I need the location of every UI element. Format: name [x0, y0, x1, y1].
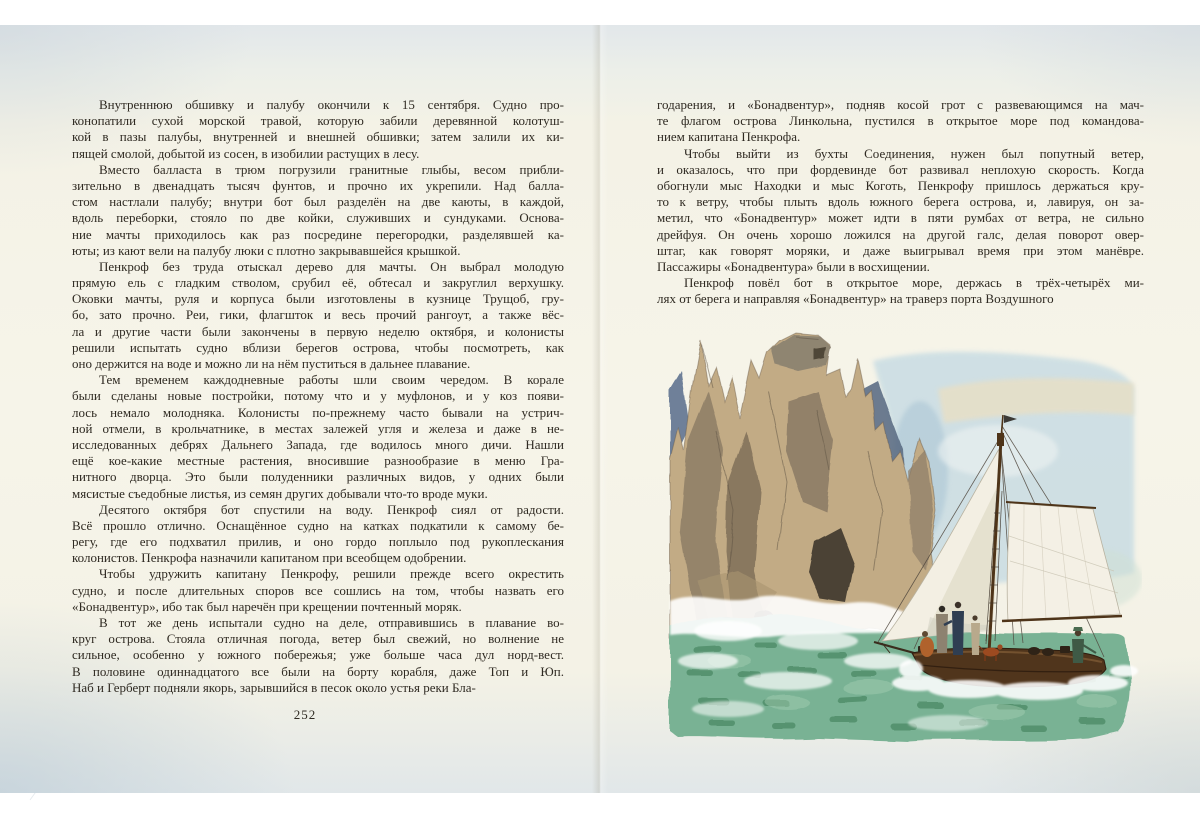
text-line: судно, и после длительных споров все сошлись на том, чтобы назвать его: [72, 582, 564, 598]
text-line: дрейфуя. Он очень хорошо ложился на другой галс, делая поворот овер-: [657, 226, 1144, 242]
text-line: вдоль переборки, стояло по две койки, служивших и сундуками. Основа-: [72, 210, 564, 226]
text-line: Чтобы удружить капитану Пенкрофу, решили прежде всего окрестить: [99, 566, 564, 582]
text-line: Наб и Герберт подняли якорь, зарывшийся в песок около устья реки Бла-: [72, 679, 476, 695]
text-line: и оказалось, что при фордевинде бот развивал неплохую скорость. Когда: [657, 161, 1144, 177]
page-gutter-shadow: [592, 25, 608, 793]
paragraph: [657, 146, 1144, 276]
text-line: Тем временем каждодневные работы шли своим чередом. В корале: [99, 372, 564, 388]
text-line: обогнули мыс Находки и мыс Коготь, Пенкрофу пришлось держаться кру-: [657, 177, 1144, 193]
text-line: ние мачты приходилось как раз посредине перегородки, разделявшей ка-: [72, 226, 564, 242]
text-line: лях от берега и направляя «Бонадвентур» на траверз порта Воздушного: [657, 291, 1054, 307]
text-line: штаг, как говорят моряки, и даже выигрывал время при этом манёвре.: [657, 242, 1144, 258]
text-line: «Бонадвентур», ибо так был наречён при крещении почтенный моряк.: [72, 598, 462, 614]
text-line: ещё кое-какие местные растения, вносившие разнообразие в меню Гра-: [72, 453, 564, 469]
paragraph: [657, 275, 1144, 307]
text-line: Пассажиры «Бонадвентура» были в восхищении.: [657, 258, 930, 274]
watercolor-illustration-boat-cliffs: [668, 331, 1142, 745]
text-line: бо, зато прочно. Реи, гики, флагшток и весь прочий рангоут, а также вёс-: [72, 307, 564, 323]
text-line: пящей смолой, добытой из сосен, в изобилии растущих в лесу.: [72, 145, 420, 161]
text-line: то к ветру, чтобы плыть вдоль южного берега острова, и, лавируя, он за-: [657, 194, 1144, 210]
book-spread: [0, 25, 1200, 793]
text-line: мясистые съедобные листья, из семян других добывали что-то вроде муки.: [72, 485, 488, 501]
text-line: Вместо балласта в трюм погрузили гранитные глыбы, весом прибли-: [99, 161, 564, 177]
text-line: ла и другие части были закончены в первую неделю октября, и колонисты: [72, 323, 564, 339]
text-line: Пенкроф без труда отыскал дерево для мачты. Он выбрал молодую: [99, 258, 564, 274]
text-line: В половине одиннадцатого все были на борту корабля, даже Топ и Юп.: [72, 663, 564, 679]
text-line: решили испытать судно вблизи берегов острова, чтобы посмотреть, как: [72, 339, 564, 355]
text-line: сильное, особенно у южного побережья; уже больше часа дул норд-вест.: [72, 647, 564, 663]
text-line: кой в пазы палубы, внутренней и внешней обшивки; затем залили их ки-: [72, 129, 564, 145]
text-line: годарения, и «Бонадвентур», подняв косой грот с развевающимся на мач-: [657, 97, 1144, 112]
text-line: зительно в двенадцать тысяч фунтов, и прочно их укрепили. Над балла-: [72, 177, 564, 193]
text-line: те флагом острова Линкольна, пустился в открытое море под командова-: [657, 113, 1144, 129]
text-line: оно держится на воде и можно ли на нём пуститься в дальнее плавание.: [72, 356, 471, 371]
paragraph: [72, 372, 564, 502]
text-line: В тот же день испытали судно на деле, отправившись в плавание во-: [99, 615, 564, 630]
left-page-text-column: [72, 97, 564, 696]
text-line: конопатили сухой морской травой, которую забили деревянной колотуш-: [72, 113, 564, 129]
text-line: круг острова. Стояла отличная погода, ветер был свежий, но волнение не: [72, 631, 564, 647]
text-line: нием капитана Пенкрофа.: [657, 129, 801, 145]
paragraph: [72, 259, 564, 372]
text-line: метил, что «Бонадвентур» может идти в пяти румбах от ветра, не сильно: [657, 210, 1144, 226]
text-line: исследованных дебрях Дальнего Запада, где водилось много дичи. Нашли: [72, 436, 564, 452]
text-line: Внутреннюю обшивку и палубу окончили к 15 сентября. Судно про-: [99, 97, 564, 112]
text-line: ной отмели, в крольчатнике, в местах залежей угля и железа и даже в не-: [72, 420, 564, 436]
text-line: лось немало молодняка. Колонисты по-прежнему часто бывали на устрич-: [72, 404, 564, 420]
text-line: Десятого октября бот спустили на воду. Пенкроф сиял от радости.: [99, 501, 564, 517]
text-line: прямую ель с гладким стволом, срубил её, обтесал и закруглил верхушку.: [72, 275, 564, 291]
page-number: 252: [293, 707, 317, 722]
right-page-text-column: [657, 97, 1144, 307]
text-line: Пенкроф повёл бот в открытое море, держась в трёх-четырёх ми-: [684, 275, 1144, 291]
paragraph: [72, 162, 564, 259]
paragraph: [72, 615, 564, 696]
paragraph: [72, 97, 564, 162]
paragraph: [72, 566, 564, 615]
text-line: Всё прошло отлично. Оснащённое судно на катках подкатили к самому бе-: [72, 517, 564, 533]
text-line: стом настлали палубу; внутри бот был разделён на две каюты, в каждой,: [72, 194, 564, 210]
paragraph: [657, 97, 1144, 146]
text-line: колонистов. Пенкрофа назначили капитаном при всеобщем одобрении.: [72, 550, 467, 566]
text-line: Чтобы выйти из бухты Соединения, нужен был попутный ветер,: [684, 145, 1144, 161]
paragraph: [72, 502, 564, 567]
text-line: нитного дворца. Это были полуденники различных видов, у одних были: [72, 469, 564, 485]
text-line: юты; из кают вели на палубу люки с плотно закрывавшейся крышкой.: [72, 242, 461, 258]
text-line: Оковки мачты, руля и корпуса были изготовлены в кузнице Трущоб, гру-: [72, 291, 564, 307]
text-line: были сделаны новые постройки, потому что и у муфлонов, и у коз появи-: [72, 388, 564, 404]
text-line: регу, где его подхватил прилив, и оно гордо поплыло под рукоплескания: [72, 534, 564, 550]
